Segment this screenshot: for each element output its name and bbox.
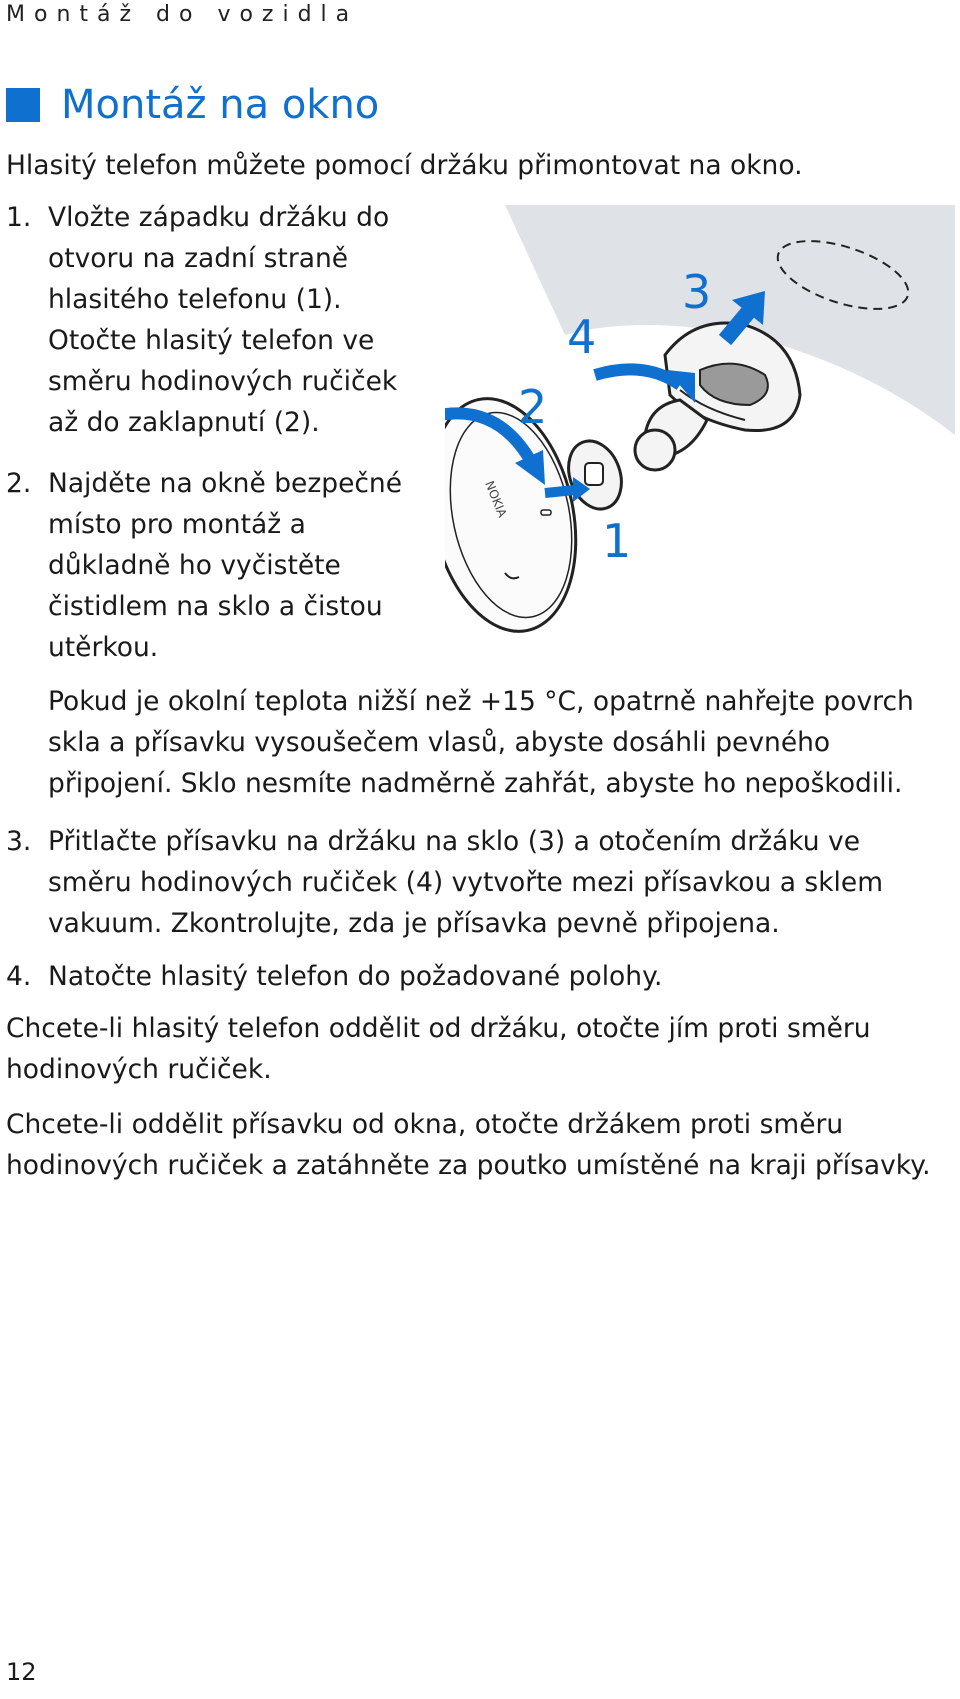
arrow-1-icon [545, 490, 575, 493]
intro-paragraph: Hlasitý telefon můžete pomocí držáku přimontovat na okno. [6, 150, 803, 181]
step-number: 1. [6, 202, 32, 233]
callout-4: 4 [567, 310, 597, 364]
mounting-illustration [445, 205, 955, 650]
step-text: Natočte hlasitý telefon do požadované polohy. [48, 961, 663, 992]
step-3 [6, 821, 936, 944]
phone-logo: NOKIA [482, 478, 510, 520]
callout-2: 2 [518, 380, 548, 434]
section-heading [6, 80, 379, 130]
heading-square-icon [6, 88, 40, 122]
step-text: Najděte na okně bezpečné místo pro montáž a důkladně ho vyčistěte čistidlem na sklo a čistou utěrkou. [48, 468, 403, 663]
step-2 [6, 463, 426, 668]
page-number: 12 [6, 1658, 37, 1686]
step-number: 2. [6, 468, 32, 499]
detach-suction-paragraph: Chcete-li oddělit přísavku od okna, otočte držákem proti směru hodinových ručiček a zatáhněte za poutko umístěné na kraji přísavky. [6, 1109, 931, 1181]
step-number: 3. [6, 826, 32, 857]
callout-1: 1 [602, 514, 632, 568]
callout-3: 3 [682, 265, 712, 319]
step-number: 4. [6, 961, 32, 992]
temperature-note: Pokud je okolní teplota nižší než +15 °C, opatrně nahřejte povrch skla a přísavku vysoušečem vlasů, abyste dosáhli pevného připojení. Sklo nesmíte nadměrně zahřát, abyste ho nepoškodili. [48, 686, 914, 799]
step-text: Vložte západku držáku do otvoru na zadní straně hlasitého telefonu (1). Otočte hlasitý telefon ve směru hodinových ručiček až do zaklapnutí (2). [48, 202, 398, 438]
section-title: Montáž na okno [61, 82, 380, 128]
arrow-4-icon [595, 369, 680, 385]
detach-phone-paragraph: Chcete-li hlasitý telefon oddělit od držáku, otočte jím proti směru hodinových ručiček. [6, 1013, 871, 1085]
step-text: Přitlačte přísavku na držáku na sklo (3) a otočením držáku ve směru hodinových ručiček (4) vytvořte mezi přísavkou a sklem vakuum. Zkontrolujte, zda je přísavka pevně připojena. [48, 826, 884, 939]
running-header: Montáž do vozidla [6, 2, 359, 27]
step-1 [6, 197, 426, 443]
holder-arm [635, 400, 707, 470]
step-4 [6, 956, 936, 997]
